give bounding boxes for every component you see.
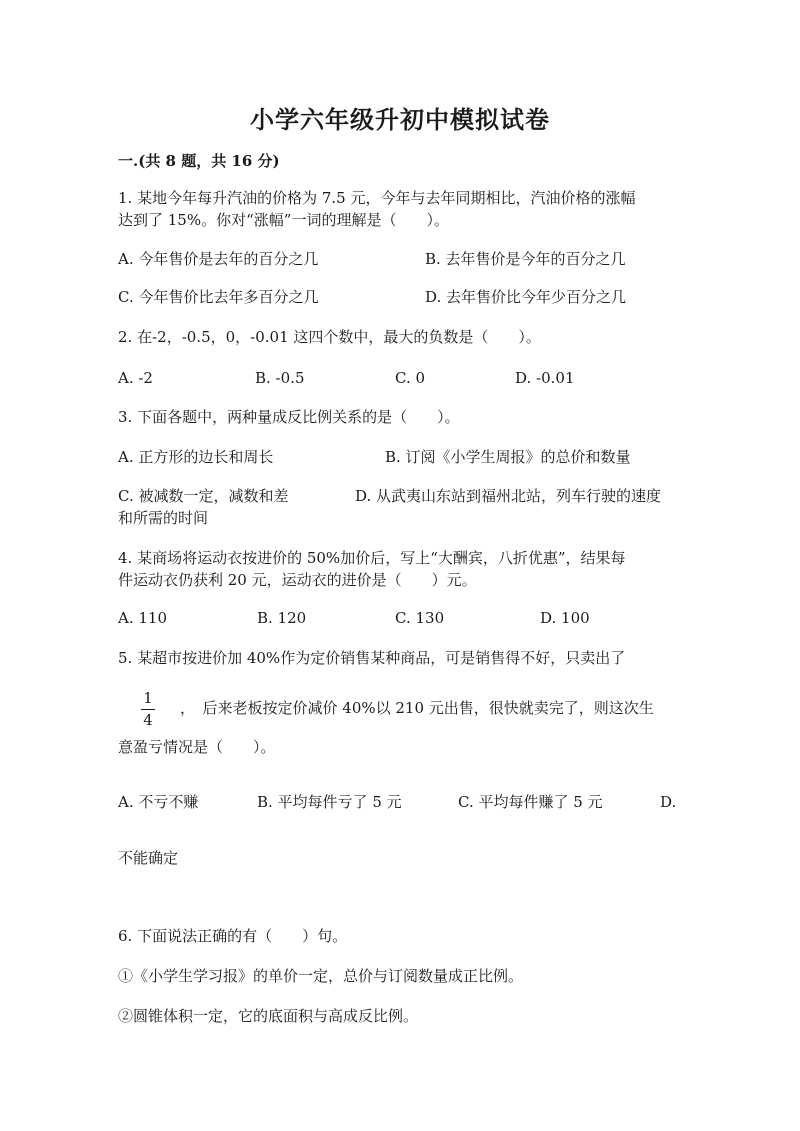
question-6-statement-1: ①《小学生学习报》的单价一定，总价与订阅数量成正比例。 (118, 967, 524, 985)
question-1-option-c: C. 今年售价比去年多百分之几 (118, 288, 319, 306)
question-3-option-b: B. 订阅《小学生周报》的总价和数量 (385, 448, 631, 466)
question-1-option-d: D. 去年售价比今年少百分之几 (425, 288, 627, 306)
question-2-line-1: 2. 在-2，-0.5，0，-0.01 这四个数中，最大的负数是（ ）。 (118, 328, 541, 346)
question-3-option-c: C. 被减数一定，减数和差 (118, 487, 289, 505)
question-3-option-a: A. 正方形的边长和周长 (118, 448, 274, 466)
question-3-option-d-line-2: 和所需的时间 (118, 509, 209, 527)
question-5-line-3: 意盈亏情况是（ ）。 (118, 738, 276, 756)
question-1-line-1: 1. 某地今年每升汽油的价格为 7.5 元，今年与去年同期相比，汽油价格的涨幅 (118, 189, 636, 207)
question-2-option-c: C. 0 (395, 369, 426, 387)
question-2-option-d: D. -0.01 (515, 369, 575, 387)
question-4-line-1: 4. 某商场将运动衣按进价的 50%加价后，写上“大酬宾，八折优惠”，结果每 (118, 549, 626, 567)
question-2-option-b: B. -0.5 (255, 369, 305, 387)
question-2-option-a: A. -2 (118, 369, 153, 387)
question-4-option-a: A. 110 (118, 609, 167, 627)
question-3-option-d-line-1: D. 从武夷山东站到福州北站，列车行驶的速度 (355, 487, 662, 505)
question-1-option-b: B. 去年售价是今年的百分之几 (425, 250, 626, 268)
question-5-option-c: C. 平均每件赚了 5 元 (458, 793, 603, 811)
fraction-denominator: 4 (143, 711, 153, 729)
fraction-one-quarter (141, 690, 155, 729)
section-heading: 一.(共 8 题，共 16 分) (118, 152, 280, 170)
fraction-numerator: 1 (143, 689, 153, 707)
question-4-option-b: B. 120 (257, 609, 307, 627)
page-title: 小学六年级升初中模拟试卷 (250, 105, 550, 134)
question-5-line-2: ， 后来老板按定价减价 40%以 210 元出售，很快就卖完了，则这次生 (180, 699, 654, 717)
question-6-statement-2: ②圆锥体积一定，它的底面积与高成反比例。 (118, 1007, 419, 1025)
question-6-line-1: 6. 下面说法正确的有（ ）句。 (118, 927, 348, 945)
question-5-option-b: B. 平均每件亏了 5 元 (257, 793, 402, 811)
question-5-line-1: 5. 某超市按进价加 40%作为定价销售某种商品，可是销售得不好，只卖出了 (118, 649, 626, 667)
question-4-option-d: D. 100 (540, 609, 590, 627)
question-3-line-1: 3. 下面各题中，两种量成反比例关系的是（ ）。 (118, 408, 460, 426)
question-5-option-d: D. (660, 793, 677, 811)
fraction-bar (141, 709, 155, 710)
question-1-line-2: 达到了 15%。你对“涨幅”一词的理解是（ ）。 (118, 211, 449, 229)
question-5-option-d-text: 不能确定 (118, 849, 179, 867)
question-5-option-a: A. 不亏不赚 (118, 793, 199, 811)
question-4-option-c: C. 130 (395, 609, 445, 627)
question-1-option-a: A. 今年售价是去年的百分之几 (118, 250, 319, 268)
question-4-line-2: 件运动衣仍获利 20 元，运动衣的进价是（ ）元。 (118, 571, 477, 589)
